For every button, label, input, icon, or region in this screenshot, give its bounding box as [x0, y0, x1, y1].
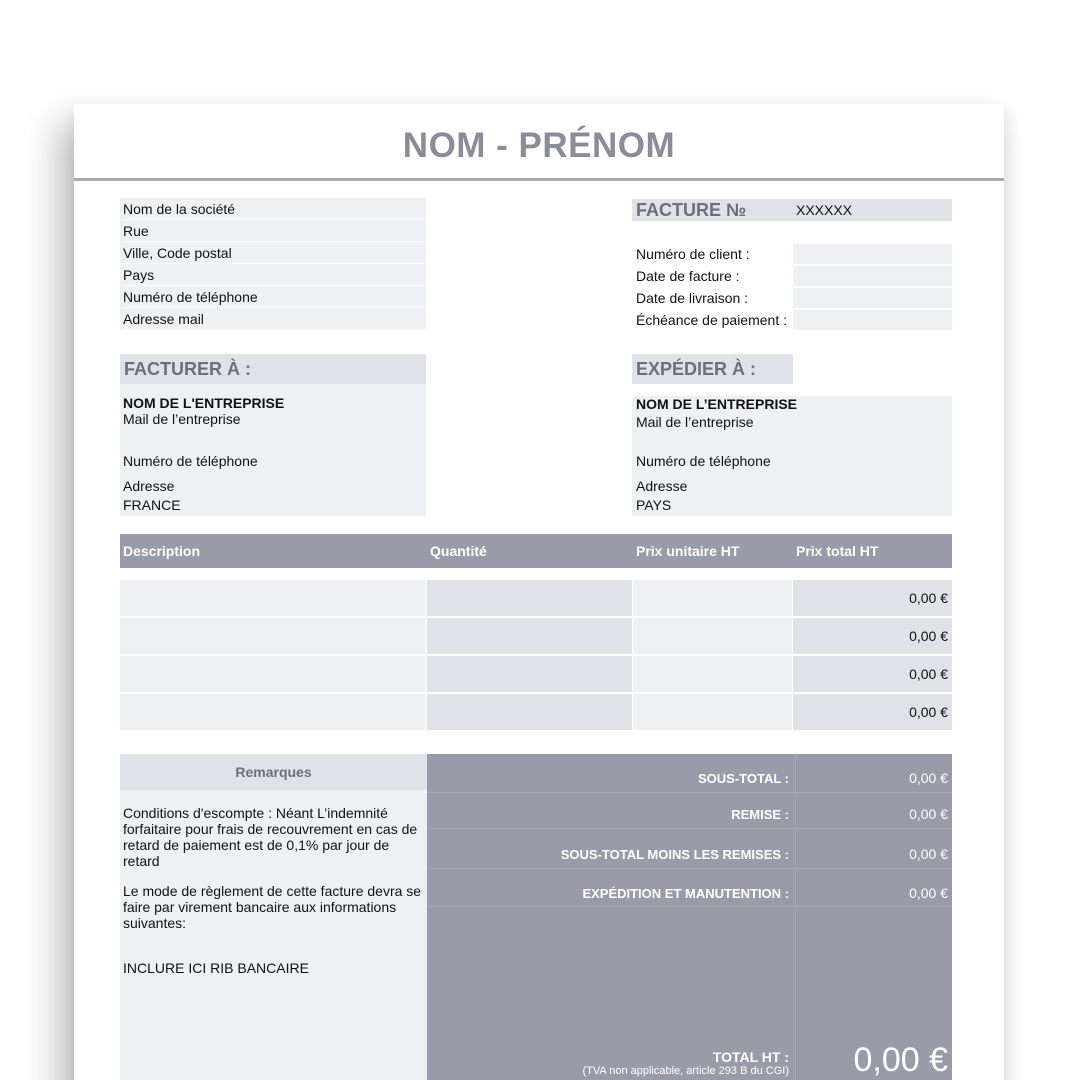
ship-to-heading: EXPÉDIER À :: [632, 354, 793, 384]
delivery-date-label: Date de livraison :: [636, 290, 749, 306]
table-row: [120, 656, 952, 692]
discount-value: 0,00 €: [909, 806, 948, 822]
company-email: Adresse mail: [123, 308, 426, 330]
client-number-label: Numéro de client :: [636, 246, 750, 262]
row-description-cell[interactable]: [120, 694, 426, 730]
due-date-field[interactable]: [793, 310, 952, 330]
bill-to-mail: Mail de l’entreprise: [123, 411, 241, 427]
table-row: [120, 618, 952, 654]
row-description-cell[interactable]: [120, 618, 426, 654]
bill-to-address: Adresse: [123, 478, 175, 494]
row-total-value: 0,00 €: [909, 628, 948, 644]
row-total-value: 0,00 €: [909, 704, 948, 720]
ship-to-phone: Numéro de téléphone: [636, 453, 771, 469]
totals-divider: [427, 868, 952, 869]
row-quantity-cell[interactable]: [427, 656, 632, 692]
subtotal-less-discounts-value: 0,00 €: [909, 846, 948, 862]
remarks-heading: Remarques: [120, 754, 427, 790]
items-table-header: [120, 534, 952, 568]
due-date-label: Échéance de paiement :: [636, 312, 787, 328]
remarks-bank-details: INCLURE ICI RIB BANCAIRE: [123, 960, 309, 976]
company-block: [120, 198, 426, 330]
client-number-field[interactable]: [793, 244, 952, 264]
row-quantity-cell[interactable]: [427, 580, 632, 616]
invoice-number-row: [632, 199, 952, 221]
company-phone: Numéro de téléphone: [123, 286, 426, 308]
bill-to-phone: Numéro de téléphone: [123, 453, 258, 469]
ship-to-name: NOM DE L’ENTREPRISE: [636, 396, 798, 412]
bill-to-heading: FACTURER À :: [120, 354, 426, 384]
col-total-price: Prix total HT: [796, 543, 879, 559]
discount-label: REMISE :: [731, 807, 789, 822]
shipping-value: 0,00 €: [909, 885, 948, 901]
row-unit-price-cell[interactable]: [633, 694, 792, 730]
totals-divider: [427, 906, 952, 907]
totals-block: [427, 754, 952, 1080]
row-unit-price-cell[interactable]: [633, 656, 792, 692]
col-description: Description: [123, 543, 201, 559]
bill-to-name: NOM DE L'ENTREPRISE: [123, 395, 285, 411]
ship-to-mail: Mail de l’entreprise: [636, 414, 754, 430]
remarks-payment-method: Le mode de règlement de cette facture devra se faire par virement bancaire aux informations suivantes:: [123, 883, 422, 931]
totals-divider: [427, 828, 952, 829]
invoice-date-label: Date de facture :: [636, 268, 740, 284]
invoice-label: FACTURE №: [636, 200, 747, 220]
page-title: NOM - PRÉNOM: [402, 126, 676, 165]
company-city: Ville, Code postal: [123, 242, 426, 264]
subtotal-label: SOUS-TOTAL :: [698, 771, 789, 786]
col-unit-price: Prix unitaire HT: [636, 543, 740, 559]
delivery-date-field[interactable]: [793, 288, 952, 308]
col-quantity: Quantité: [430, 543, 487, 559]
company-street: Rue: [123, 220, 426, 242]
total-ht-label: TOTAL HT :: [712, 1049, 789, 1065]
totals-column-divider: [795, 754, 796, 1080]
row-description-cell[interactable]: [120, 656, 426, 692]
row-description-cell[interactable]: [120, 580, 426, 616]
vat-note: (TVA non applicable, article 293 B du CGI): [582, 1065, 789, 1077]
row-quantity-cell[interactable]: [427, 618, 632, 654]
company-country: Pays: [123, 264, 426, 286]
ship-to-country: PAYS: [636, 497, 672, 513]
row-quantity-cell[interactable]: [427, 694, 632, 730]
subtotal-value: 0,00 €: [909, 770, 948, 786]
ship-to-address: Adresse: [636, 478, 688, 494]
row-total-value: 0,00 €: [909, 590, 948, 606]
bill-to-country: FRANCE: [123, 497, 181, 513]
subtotal-less-discounts-label: SOUS-TOTAL MOINS LES REMISES :: [560, 847, 789, 862]
shipping-label: EXPÉDITION ET MANUTENTION :: [582, 886, 789, 901]
invoice-number: XXXXXX: [796, 202, 853, 218]
total-ht-value: 0,00 €: [853, 1041, 948, 1079]
totals-divider: [427, 792, 952, 793]
row-unit-price-cell[interactable]: [633, 580, 792, 616]
table-row: [120, 580, 952, 616]
row-unit-price-cell[interactable]: [633, 618, 792, 654]
title-divider: [74, 178, 1004, 181]
remarks-conditions: Conditions d'escompte : Néant L’indemnité forfaitaire pour frais de recouvrement en cas de retard de paiement est de 0,1% par jour de retard: [123, 805, 418, 869]
row-total-value: 0,00 €: [909, 666, 948, 682]
company-name: Nom de la société: [123, 198, 426, 220]
invoice-sheet: [74, 104, 1004, 1080]
invoice-date-field[interactable]: [793, 266, 952, 286]
table-row: [120, 694, 952, 730]
